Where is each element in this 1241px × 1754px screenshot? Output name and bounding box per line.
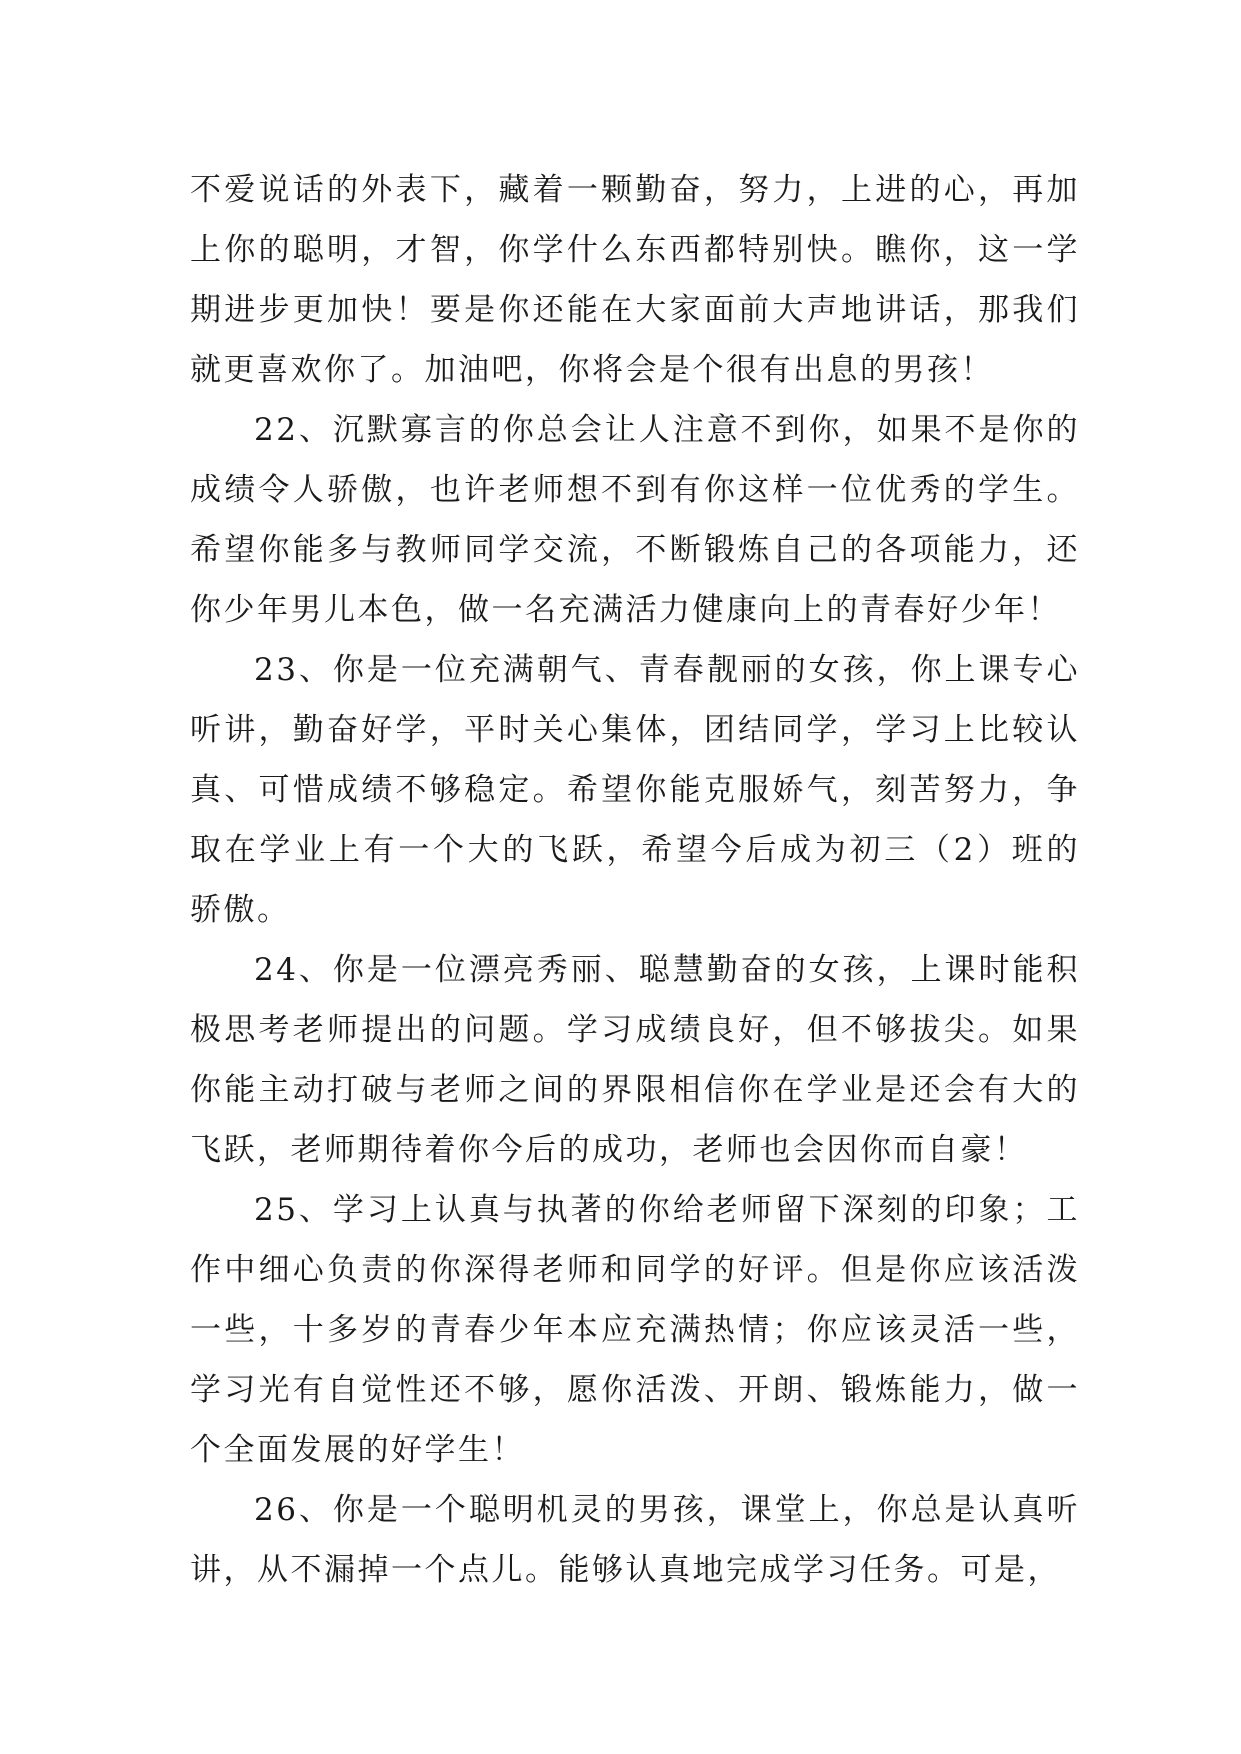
document-body bbox=[190, 160, 1080, 1600]
paragraph-23: 23、你是一位充满朝气、青春靓丽的女孩，你上课专心听讲，勤奋好学，平时关心集体，团结同学，学习上比较认真、可惜成绩不够稳定。希望你能克服娇气，刻苦努力，争取在学业上有一个大的飞跃，希望今后成为初三（2）班的骄傲。 bbox=[190, 652, 1080, 928]
paragraph-25: 25、学习上认真与执著的你给老师留下深刻的印象；工作中细心负责的你深得老师和同学的好评。但是你应该活泼一些，十多岁的青春少年本应充满热情；你应该灵活一些，学习光有自觉性还不够，愿你活泼、开朗、锻炼能力，做一个全面发展的好学生！ bbox=[190, 1192, 1080, 1468]
paragraph-continuation: 不爱说话的外表下，藏着一颗勤奋，努力，上进的心，再加上你的聪明，才智，你学什么东西都特别快。瞧你，这一学期进步更加快！要是你还能在大家面前大声地讲话，那我们就更喜欢你了。加油吧，你将会是个很有出息的男孩！ bbox=[190, 172, 1080, 388]
paragraph-24: 24、你是一位漂亮秀丽、聪慧勤奋的女孩，上课时能积极思考老师提出的问题。学习成绩良好，但不够拔尖。如果你能主动打破与老师之间的界限相信你在学业是还会有大的飞跃，老师期待着你今后的成功，老师也会因你而自豪！ bbox=[190, 952, 1080, 1168]
paragraph-22: 22、沉默寡言的你总会让人注意不到你，如果不是你的成绩令人骄傲，也许老师想不到有你这样一位优秀的学生。希望你能多与教师同学交流，不断锻炼自己的各项能力，还你少年男儿本色，做一名充满活力健康向上的青春好少年！ bbox=[190, 412, 1080, 628]
paragraph-26: 26、你是一个聪明机灵的男孩，课堂上，你总是认真听讲，从不漏掉一个点儿。能够认真地完成学习任务。可是， bbox=[190, 1492, 1080, 1588]
